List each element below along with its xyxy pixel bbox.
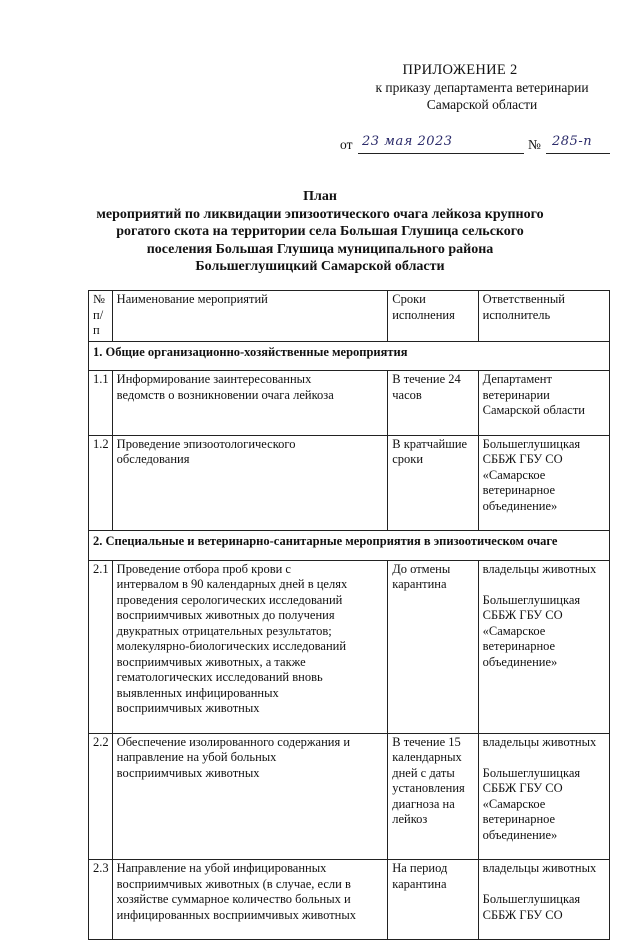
row-term-line: сроки bbox=[392, 452, 424, 466]
cell-spacer bbox=[392, 593, 473, 607]
header-number-line: № bbox=[93, 292, 105, 306]
row-term bbox=[388, 733, 478, 860]
table-row bbox=[89, 733, 610, 860]
header-number bbox=[89, 291, 113, 342]
row-responsible-line bbox=[483, 877, 605, 893]
row-responsible-line: владельцы животных bbox=[482, 561, 597, 576]
measures-table bbox=[88, 290, 610, 940]
cell-spacer bbox=[117, 923, 384, 937]
row-number bbox=[89, 560, 113, 733]
table-row bbox=[89, 435, 610, 531]
row-measure-name bbox=[112, 733, 388, 860]
row-measure-name-line: молекулярно-биологических исследований bbox=[116, 639, 347, 653]
measures-table-body bbox=[89, 291, 610, 940]
order-from-label: от bbox=[340, 137, 353, 152]
row-term-line: диагноза на bbox=[392, 796, 455, 811]
row-responsible-line: объединение» bbox=[482, 498, 558, 513]
row-responsible-line: ветеринарное bbox=[482, 483, 556, 497]
row-number-line: 1.1 bbox=[93, 372, 109, 386]
cell-spacer bbox=[117, 403, 384, 417]
row-measure-name-line: Направление на убой инфицированных bbox=[116, 861, 327, 875]
row-responsible-line: СББЖ ГБУ СО bbox=[482, 907, 563, 922]
row-number-line: 2.2 bbox=[93, 734, 109, 749]
cell-spacer bbox=[483, 670, 605, 684]
row-measure-name bbox=[112, 371, 388, 436]
plan-subtitle-line: Большеглушицкий Самарской области bbox=[195, 259, 445, 274]
header-term-line: Сроки bbox=[392, 292, 426, 306]
row-responsible-line: Большеглушицкая bbox=[482, 592, 581, 607]
row-measure-name-line: восприимчивых животных до получения bbox=[116, 608, 335, 622]
cell-spacer bbox=[483, 419, 605, 433]
row-number bbox=[89, 733, 113, 860]
order-line bbox=[340, 134, 630, 159]
row-responsible-line: ветеринарное bbox=[482, 812, 556, 826]
row-responsible-line bbox=[483, 750, 605, 766]
header-responsible bbox=[478, 291, 609, 342]
row-term-line: лейкоз bbox=[392, 812, 428, 826]
row-measure-name-line: выявленных инфицированных bbox=[116, 685, 279, 700]
header-responsible-line: Ответственный bbox=[482, 292, 565, 306]
row-term-line: календарных bbox=[392, 750, 462, 764]
cell-spacer bbox=[392, 828, 473, 842]
appendix-title: ПРИЛОЖЕНИЕ 2 bbox=[402, 62, 518, 78]
row-responsible-line: объединение» bbox=[482, 654, 558, 669]
row-number bbox=[89, 371, 113, 436]
row-measure-name-line: Проведение эпизоотологического bbox=[116, 436, 296, 451]
row-responsible-line: владельцы животных bbox=[482, 861, 597, 875]
cell-spacer bbox=[93, 750, 108, 764]
row-term bbox=[388, 860, 478, 940]
row-measure-name-line: интервалом в 90 календарных дней в целях bbox=[116, 577, 348, 591]
cell-spacer bbox=[117, 468, 384, 482]
row-measure-name-line: инфицированных восприимчивых животных bbox=[116, 907, 356, 922]
row-term-line: В течение 24 bbox=[392, 372, 461, 386]
row-measure-name bbox=[112, 860, 388, 940]
order-number-underline bbox=[546, 152, 610, 154]
row-responsible-line: Большеглушицкая bbox=[482, 892, 581, 906]
order-date-underline bbox=[358, 152, 524, 154]
row-responsible bbox=[478, 435, 609, 531]
header-number-line: п/п bbox=[93, 307, 104, 337]
cell-spacer bbox=[117, 717, 384, 731]
plan-subtitle-line: рогатого скота на территории села Большая Глушица сельского bbox=[116, 224, 524, 239]
row-responsible-line: Департамент bbox=[482, 372, 552, 386]
section-title-line: 2. Специальные и ветеринарно-санитарные мероприятия в эпизоотическом очаге bbox=[93, 534, 558, 548]
section-title-line: 1. Общие организационно-хозяйственные мероприятия bbox=[93, 344, 408, 359]
cell-spacer bbox=[392, 892, 473, 906]
cell-spacer bbox=[93, 388, 108, 402]
cell-spacer bbox=[483, 923, 605, 937]
row-responsible-line: «Самарское bbox=[482, 796, 546, 811]
row-term-line: карантина bbox=[392, 876, 447, 891]
row-measure-name-line: гематологических исследований вновь bbox=[116, 670, 323, 684]
order-date-handwritten: 23 мая 2023 bbox=[362, 134, 453, 149]
row-number-line: 2.1 bbox=[93, 561, 109, 576]
section-row bbox=[89, 341, 610, 371]
section-row bbox=[89, 531, 610, 561]
section-title bbox=[89, 531, 610, 561]
row-measure-name bbox=[112, 435, 388, 531]
header-term bbox=[388, 291, 478, 342]
row-measure-name-line: ведомств о возникновении очага лейкоза bbox=[116, 387, 334, 402]
row-measure-name-line: восприимчивых животных bbox=[116, 765, 260, 780]
row-responsible-line: «Самарское bbox=[482, 623, 546, 638]
row-term-line: До отмены bbox=[392, 561, 451, 576]
plan-heading bbox=[60, 188, 580, 276]
row-responsible bbox=[478, 733, 609, 860]
row-responsible bbox=[478, 560, 609, 733]
row-responsible-line: ветеринарии bbox=[482, 387, 550, 402]
cell-spacer bbox=[392, 403, 473, 417]
row-responsible-line: владельцы животных bbox=[482, 734, 597, 749]
row-responsible bbox=[478, 860, 609, 940]
row-term bbox=[388, 371, 478, 436]
order-number-handwritten: 285-п bbox=[552, 134, 593, 149]
row-responsible-line: ветеринарное bbox=[482, 639, 556, 653]
appendix-region: Самарской области bbox=[426, 97, 538, 112]
row-measure-name bbox=[112, 560, 388, 733]
row-measure-name-line: восприимчивых животных bbox=[116, 701, 260, 715]
row-responsible-line: «Самарское bbox=[482, 467, 546, 482]
row-measure-name-line: обследования bbox=[116, 452, 190, 466]
row-number bbox=[89, 860, 113, 940]
cell-spacer bbox=[93, 577, 108, 591]
table-header-row bbox=[89, 291, 610, 342]
plan-subtitle-line: поселения Большая Глушица муниципального района bbox=[146, 241, 494, 257]
row-responsible bbox=[478, 371, 609, 436]
row-term-line: В течение 15 bbox=[392, 734, 461, 749]
row-term-line: карантина bbox=[392, 577, 447, 591]
row-term-line: На период bbox=[392, 861, 448, 875]
row-number-line: 2.3 bbox=[93, 861, 109, 875]
row-term-line: дней с даты bbox=[392, 765, 455, 780]
row-responsible-line: Самарской области bbox=[482, 403, 585, 417]
row-term bbox=[388, 560, 478, 733]
header-responsible-line: исполнитель bbox=[482, 307, 551, 322]
appendix-order-reference: к приказу департамента ветеринарии bbox=[375, 80, 589, 95]
row-term-line: установления bbox=[392, 781, 465, 795]
row-measure-name-line: направление на убой больных bbox=[116, 750, 277, 764]
cell-spacer bbox=[392, 468, 473, 482]
table-row bbox=[89, 371, 610, 436]
row-responsible-line: СББЖ ГБУ СО bbox=[482, 781, 563, 795]
header-term-line: исполнения bbox=[392, 307, 455, 322]
row-measure-name-line: Обеспечение изолированного содержания и bbox=[116, 734, 351, 749]
row-term-line: часов bbox=[392, 387, 422, 402]
cell-spacer bbox=[93, 452, 108, 466]
table-row bbox=[89, 560, 610, 733]
header-measure-name bbox=[112, 291, 388, 342]
row-measure-name-line: проведения серологических исследований bbox=[116, 592, 343, 607]
row-responsible-line: Большеглушицкая bbox=[482, 436, 581, 451]
cell-spacer bbox=[93, 877, 108, 891]
section-title bbox=[89, 341, 610, 371]
cell-spacer bbox=[117, 781, 384, 795]
plan-subtitle-line: мероприятий по ликвидации эпизоотического очага лейкоза крупного bbox=[96, 206, 544, 222]
row-measure-name-line: восприимчивых животных, а также bbox=[116, 654, 306, 669]
row-responsible-line: СББЖ ГБУ СО bbox=[482, 452, 563, 466]
row-measure-name-line: хозяйстве суммарное количество больных и bbox=[116, 892, 351, 906]
row-responsible-line: СББЖ ГБУ СО bbox=[482, 608, 563, 622]
row-responsible-line: объединение» bbox=[482, 827, 558, 842]
row-term-line: В кратчайшие bbox=[392, 436, 468, 451]
row-number bbox=[89, 435, 113, 531]
cell-spacer bbox=[483, 514, 605, 528]
order-number-label: № bbox=[528, 137, 541, 152]
row-measure-name-line: Проведение отбора проб крови с bbox=[116, 561, 291, 576]
row-term bbox=[388, 435, 478, 531]
row-measure-name-line: двукратных отрицательных результатов; bbox=[116, 623, 332, 638]
row-responsible-line bbox=[483, 577, 605, 593]
row-responsible-line: Большеглушицкая bbox=[482, 765, 581, 780]
cell-spacer bbox=[483, 843, 605, 857]
header-measure-name-line: Наименование мероприятий bbox=[116, 292, 268, 306]
row-measure-name-line: Информирование заинтересованных bbox=[116, 372, 312, 386]
row-measure-name-line: восприимчивых животных (в случае, если в bbox=[116, 876, 351, 891]
table-row bbox=[89, 860, 610, 940]
plan-title: План bbox=[303, 189, 337, 204]
row-number-line: 1.2 bbox=[93, 436, 109, 451]
